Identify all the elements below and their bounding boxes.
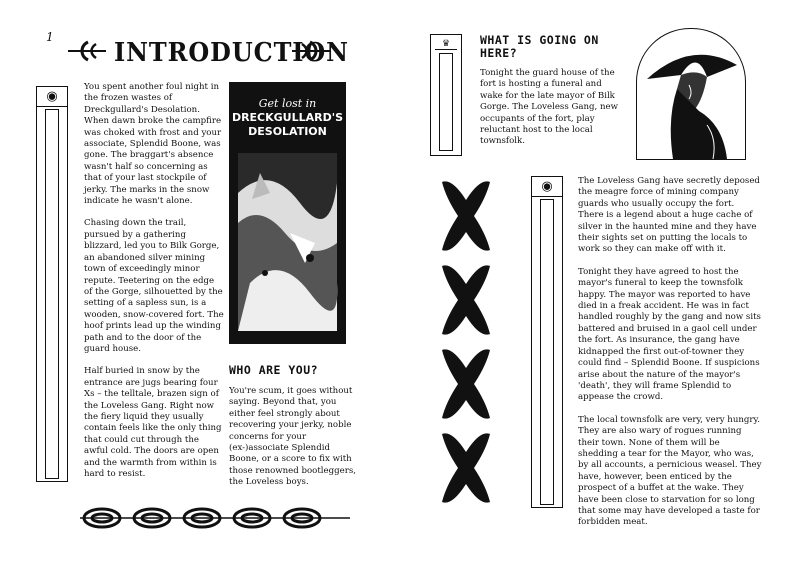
intro-paragraph-3: Half buried in snow by the entrance are jugs bearing four Xs – the telltale, brazen sign of the Loveless Gang. Right now the fiery liquid they usually contain feels like the only thing that could cut through the awful cold. The doors are open and the warmth from within is hard to resist. xyxy=(84,366,222,479)
plot-paragraph-1: The Loveless Gang have secretly deposed the meagre force of mining company guards who usually occupy the fort. There is a legend about a huge cache of silver in the haunted mine and they have their sights set on putting the locals to work so they can make off with it. xyxy=(578,176,760,255)
four-x-marks-column xyxy=(438,178,494,508)
right-title-flourish xyxy=(290,40,332,62)
x-mark-3 xyxy=(442,349,490,418)
page-title: INTRODUCTION xyxy=(114,38,349,68)
plot-paragraph-3: The local townsfolk are very, very hungry. They are also wary of rogues running their town. None of them will be shedding a tear for the Mayor, who was, by all accounts, a pernicious weasel. They have, however, been enticed by the prospect of a buffet at the wake. They have been close to starvation for so long that some may have developed a taste for forbidden meat. xyxy=(578,414,762,528)
crown-icon: ♛ xyxy=(435,39,457,50)
eye-icon: ◉ xyxy=(46,89,58,104)
outlaw-portrait xyxy=(636,28,746,160)
sidebar-inner-bar xyxy=(45,109,59,479)
hat-wearing-figure-illustration xyxy=(637,29,745,159)
x-mark-1 xyxy=(442,181,490,250)
who-are-you-heading: WHO ARE YOU? xyxy=(229,363,319,377)
left-title-flourish xyxy=(66,40,108,62)
who-are-you-text: You're scum, it goes without saying. Beyond that, you either feel strongly about recovering your jerky, noble concerns for your (ex-)associate Splendid Boone, or a score to fix with those renowned bootleggers, the Loveless boys. xyxy=(229,386,356,488)
intro-paragraph-2: Chasing down the trail, pursued by a gathering blizzard, led you to Bilk Gorge, an abandoned silver mining town of exceedingly minor repute. Teetering on the edge of the Gorge, silhouetted by the setting of a sapless sun, is a wooden, snow-covered fort. The hoof prints lead up the winding path and to the door of the guard house. xyxy=(84,218,224,354)
poster-line-1: Get lost in xyxy=(258,97,317,110)
x-mark-4 xyxy=(442,433,490,502)
left-sidebar-box xyxy=(36,86,68,482)
main-sidebar-inner-bar xyxy=(540,199,554,505)
intro-text xyxy=(84,82,224,491)
what-is-going-on-intro: Tonight the guard house of the fort is hosting a funeral and wake for the late mayor of Bilk Gorge. The Loveless Gang, new occupants of the fort, play reluctant host to the local townsfolk. xyxy=(480,68,618,147)
page-number: 1 xyxy=(46,30,54,44)
plot-paragraph-2: Tonight they have agreed to host the mayor's funeral to keep the townsfolk happy. The mayor was reported to have died in a freak accident. He was in fact handled roughly by the gang and now sits battered and bruised in a gaol cell under the fort. As insurance, the gang have kidnapped the first out-of-towner they could find – Splendid Boone. If suspicions arise about the nature of the mayor's 'death', they will frame Splendid to appease the crowd. xyxy=(578,266,761,403)
bottom-ornament-border xyxy=(80,500,350,536)
top-sidebar-inner-bar xyxy=(439,53,453,151)
poster-line-3: DESOLATION xyxy=(248,125,327,138)
eye-icon: ◉ xyxy=(541,179,553,194)
right-top-sidebar-box xyxy=(430,34,462,156)
intro-paragraph-1: You spent another foul night in the frozen wastes of Dreckgullard's Desolation. When dawn broke the campfire was choked with frost and your associate, Splendid Boone, was gone. The braggart's absence wasn't half so concerning as that of your last stockpile of jerky. The marks in the snow indicate he wasn't alone. xyxy=(84,82,222,207)
poster-line-2: DRECKGULLARD'S xyxy=(231,111,344,124)
what-is-going-on-heading: WHAT IS GOING ON HERE? xyxy=(480,33,599,60)
desolation-poster xyxy=(229,82,346,344)
right-main-sidebar-box xyxy=(531,176,563,508)
x-mark-2 xyxy=(442,265,490,334)
gang-plot-text xyxy=(578,176,762,540)
